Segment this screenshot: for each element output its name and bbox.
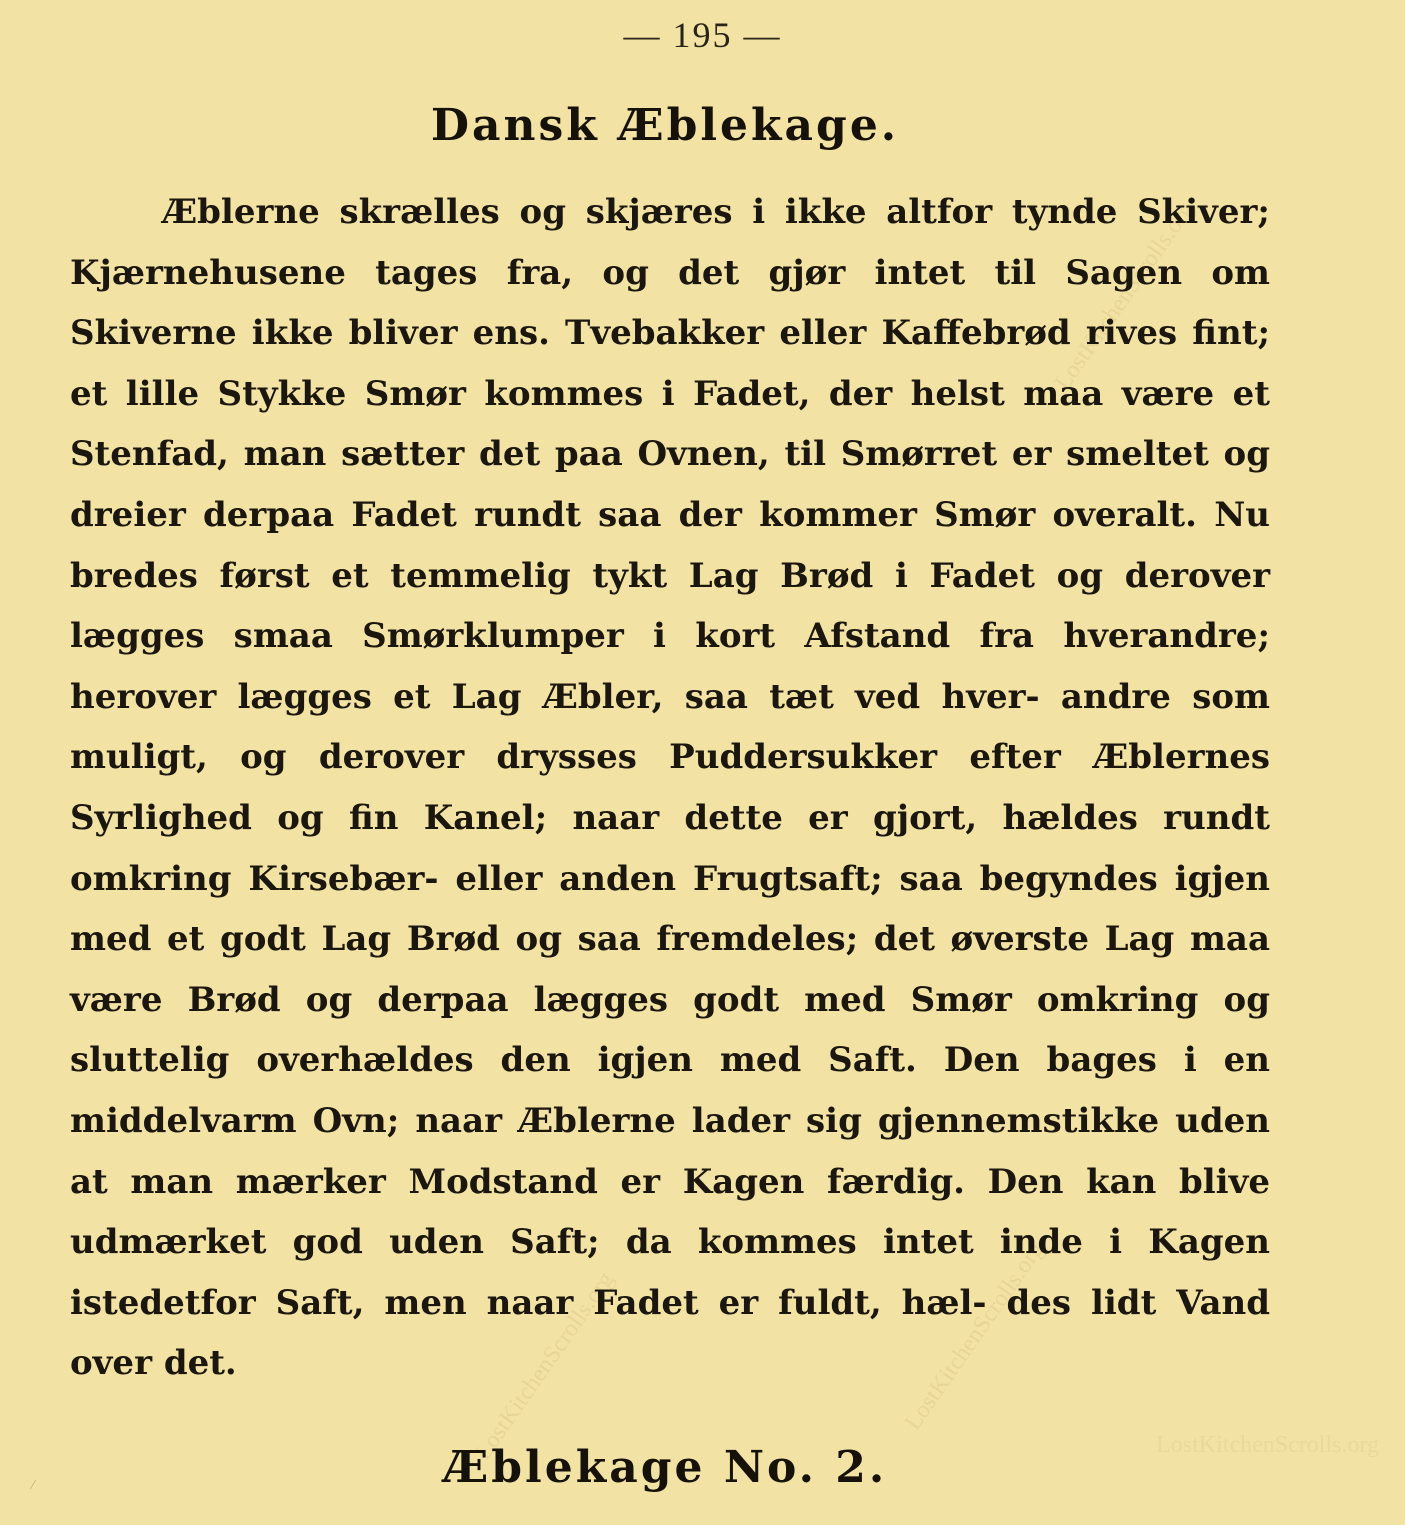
recipe-title-next: Æblekage No. 2. — [442, 1442, 888, 1493]
page-number: — 195 — — [623, 15, 782, 55]
pen-mark-icon: ⁄ — [32, 1478, 35, 1492]
recipe-title: Dansk Æblekage. — [430, 100, 900, 151]
watermark-diagonal: LostKitchenScrolls.org — [1050, 197, 1200, 395]
watermark-corner: LostKitchenScrolls.org — [1156, 1432, 1379, 1458]
watermark-diagonal: LostKitchenScrolls.org — [900, 1237, 1050, 1435]
watermark-diagonal: LostKitchenScrolls.org — [470, 1267, 620, 1465]
recipe-body: Æblerne skrælles og skjæres i ikke altfor tynde Skiver; Kjærnehusene tages fra, og det gjør intet til Sagen om Skiverne ikke bliver ens. Tvebakker eller Kaffebrød rives fint; et lille Stykke Smør kommes i Fadet, der helst maa være et Stenfad, man sætter det paa Ovnen, til Smørret er smeltet og dreier derpaa Fadet rundt saa der kommer Smør overalt. Nu bredes først et temmelig tykt Lag Brød i Fadet og derover lægges smaa Smørklumper i kort Afstand fra hverandre; herover lægges et Lag Æbler, saa tæt ved hver- andre som muligt, og derover drysses Puddersukker efter Æblernes Syrlighed og fin Kanel; naar dette er gjort, hældes rundt omkring Kirsebær- eller anden Frugtsaft; saa begyndes igjen med et godt Lag Brød og saa fremdeles; det øverste Lag maa være Brød og derpaa lægges godt med Smør omkring og sluttelig overhældes den igjen med Saft. Den bages i en middelvarm Ovn; naar Æblerne lader sig gjennemstikke uden at man mærker Modstand er Kagen færdig. Den kan blive udmærket god uden Saft; da kommes intet inde i Kagen istedetfor Saft, men naar Fadet er fuldt, hæl- des lidt Vand over det. — [70, 192, 1270, 1384]
